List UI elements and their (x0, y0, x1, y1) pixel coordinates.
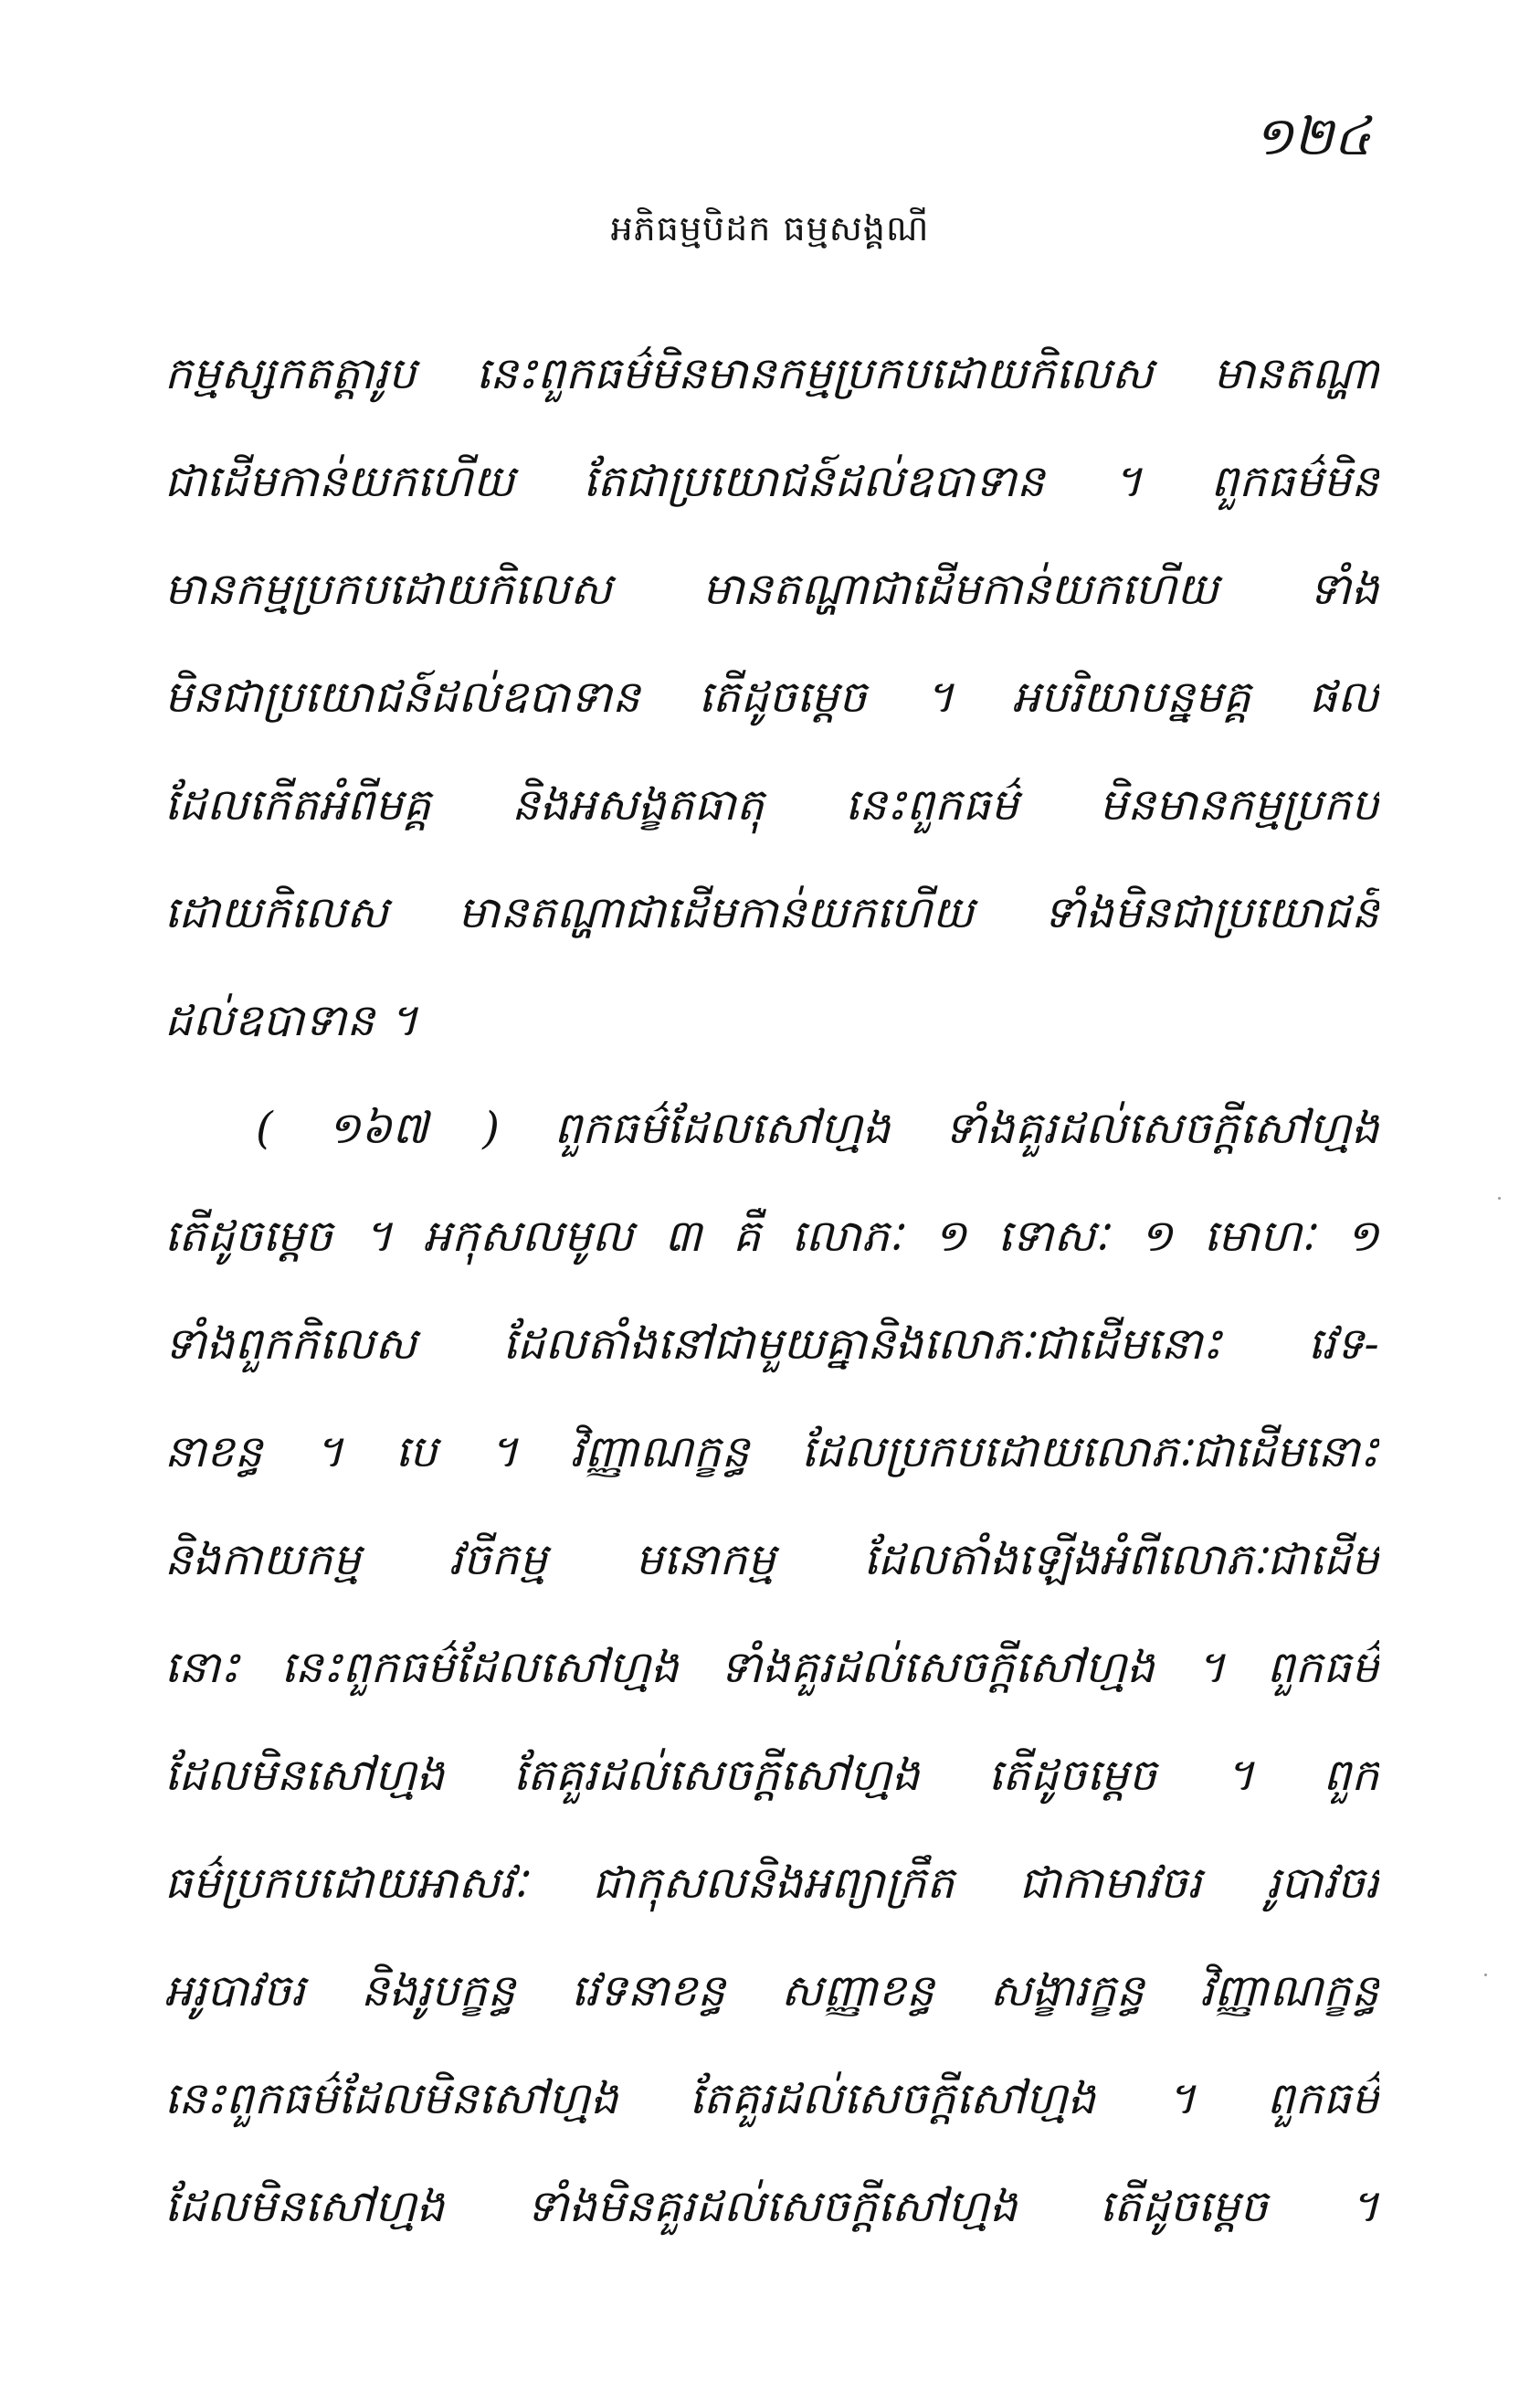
text-line-2: ជាដើមកាន់យកហើយ តែជាប្រយោជន៍ដល់ឧបាទាន ។ ពួកធម៌មិន (164, 456, 1379, 507)
text-line-11: នាខន្ធ ។ បេ ។ វិញ្ញាណក្ខន្ធ ដែលប្រកបដោយលោភៈជាដើមនោះ (164, 1426, 1379, 1477)
section-heading-line: ( ១៦៧ ) ពួកធម៌ដែលសៅហ្មង ទាំងគួរដល់សេចក្តីសៅហ្មង (256, 1103, 1379, 1154)
text-line-5: ដែលកើតអំពីមគ្គ និងអសង្ខតធាតុ នេះពួកធម៌ មិនមានកម្មប្រកប (164, 779, 1379, 831)
text-line-18: ដែលមិនសៅហ្មង ទាំងមិនគួរដល់សេចក្តីសៅហ្មង តើដូចម្តេច ។ (164, 2181, 1379, 2232)
text-line-1: កម្មស្សកតត្តារូប នេះពួកធម៌មិនមានកម្មប្រកបដោយកិលេស មានតណ្ហា (164, 348, 1379, 399)
text-line-17: នេះពួកធម៌ដែលមិនសៅហ្មង តែគួរដល់សេចក្តីសៅហ្មង ។ ពួកធម៌ (164, 2073, 1379, 2124)
text-line-16: អរូបាវចរ និងរូបក្ខន្ធ វេទនាខន្ធ សញ្ញាខន្ធ សង្ខារក្ខន្ធ វិញ្ញាណក្ខន្ធ (164, 1965, 1379, 2016)
page-number: ១២៤ (1253, 105, 1371, 167)
text-line-14: ដែលមិនសៅហ្មង តែគួរដល់សេចក្តីសៅហ្មង តើដូចម្តេច ។ ពួក (164, 1750, 1379, 1801)
text-line-3: មានកម្មប្រកបដោយកិលេស មានតណ្ហាជាដើមកាន់យកហើយ ទាំង (164, 564, 1379, 615)
text-line-4: មិនជាប្រយោជន៍ដល់ឧបាទាន តើដូចម្តេច ។ អបរិយាបន្នមគ្គ ផល (164, 672, 1379, 723)
text-line-10: ទាំងពួកកិលេស ដែលតាំងនៅជាមួយគ្នានិងលោភៈជាដើមនោះ វេទ- (164, 1318, 1379, 1370)
text-line-7: ដល់ឧបាទាន ។ (164, 995, 418, 1046)
text-line-15: ធម៌ប្រកបដោយអាសវៈ ជាកុសលនិងអព្យាក្រឹត ជាកាមាវចរ រូបាវចរ (164, 1858, 1379, 1909)
running-header-title: អភិធម្មបិដក ធម្មសង្គណី (610, 208, 930, 249)
body-text (164, 320, 1379, 2260)
text-line-13: នោះ នេះពួកធម៌ដែលសៅហ្មង ទាំងគួរដល់សេចក្តីសៅហ្មង ។ ពួកធម៌ (164, 1642, 1379, 1693)
text-line-6: ដោយកិលេស មានតណ្ហាជាដើមកាន់យកហើយ ទាំងមិនជាប្រយោជន៍ (164, 887, 1379, 938)
text-line-12: និងកាយកម្ម វចីកម្ម មនោកម្ម ដែលតាំងឡើងអំពីលោភៈជាដើម (164, 1534, 1379, 1585)
scan-speck (1498, 1197, 1501, 1200)
text-line-9: តើដូចម្តេច ។ អកុសលមូល ៣ គឺ លោភៈ ១ ទោសៈ ១ មោហៈ ១ (164, 1211, 1379, 1262)
scan-speck (1484, 1974, 1487, 1976)
